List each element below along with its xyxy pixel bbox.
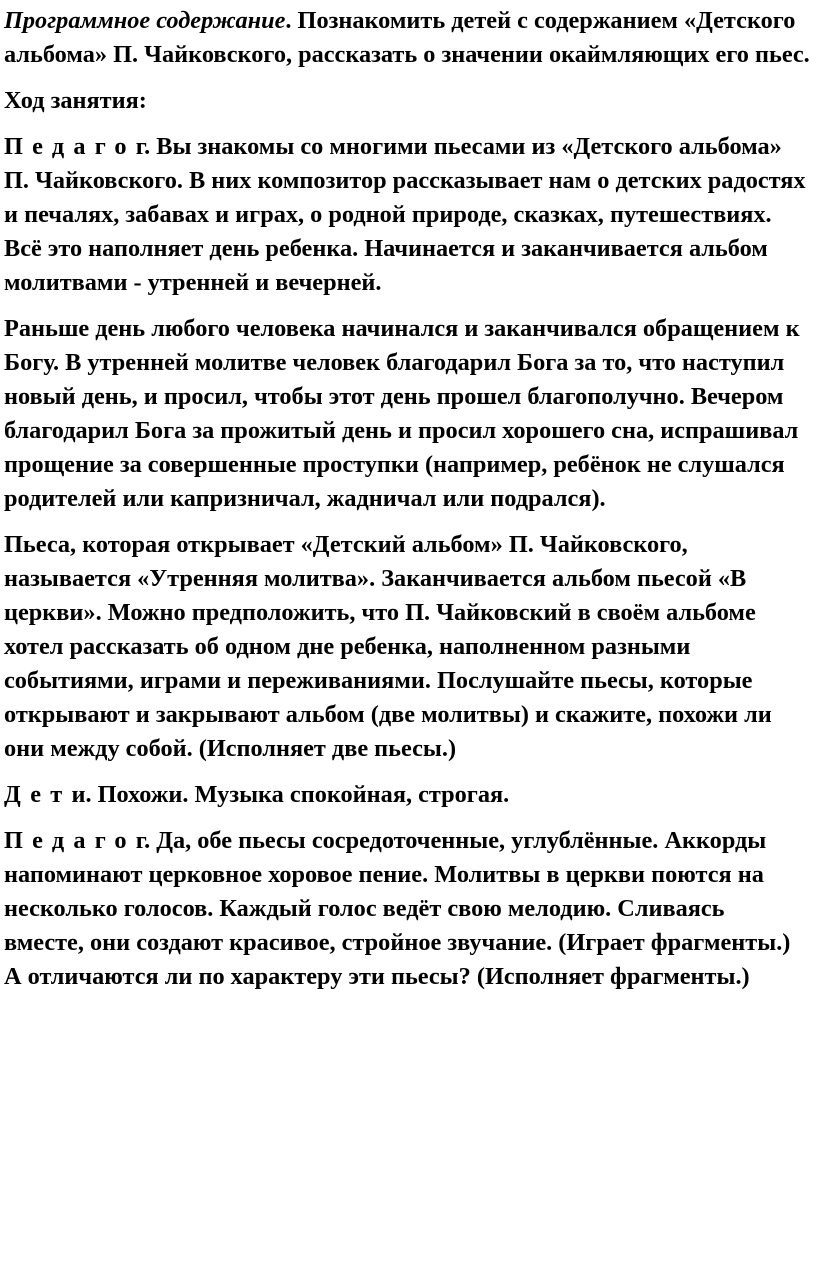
paragraph-prayer-history xyxy=(4,312,810,516)
paragraph-program-content xyxy=(4,4,810,72)
prayer-history-text: Раньше день любого человека начинался и заканчивался обращением к Богу. В утренней молитве человек благодарил Бога за то, что наступил новый день, и просил, чтобы этот день прошел благополучно. Вечером благодарил Бога за прожитый день и просил хорошего сна, испрашивал прощение за совершенные проступки (например, ребёнок не слушался родителей или капризничал, жадничал или подрался). xyxy=(4,315,800,512)
speaker-teacher-last-letter: г xyxy=(135,827,145,854)
speaker-teacher-last-letter: г xyxy=(135,133,145,160)
children-answer-text: . Похожи. Музыка спокойная, строгая. xyxy=(85,781,510,808)
program-content-label: Программное содержание xyxy=(4,7,286,34)
speaker-children-last-letter: и xyxy=(71,781,86,808)
paragraph-children-answer xyxy=(4,778,810,812)
paragraph-teacher-response xyxy=(4,824,810,994)
paragraph-album-pieces xyxy=(4,528,810,766)
album-pieces-text: Пьеса, которая открывает «Детский альбом» П. Чайковского, называется «Утренняя молитва». Заканчивается альбом пьесой «В церкви». Можно предположить, что П. Чайковский в своём альбоме хотел рассказать об одном дне ребенка, наполненном разными событиями, играми и переживаниями. Послушайте пьесы, которые открывают и закрывают альбом (две молитвы) и скажите, похожи ли они между собой. (Исполняет две пьесы.) xyxy=(4,531,772,762)
teacher-response-text: . Да, обе пьесы сосредоточенные, углублённые. Аккорды напоминают церковное хоровое пение. Молитвы в церкви поются на несколько голосов. Каждый голос ведёт свою мелодию. Сливаясь вместе, они создают красивое, стройное звучание. (Играет фрагменты.) А отличаются ли по характеру эти пьесы? (Исполняет фрагменты.) xyxy=(4,827,791,990)
speaker-children: Дет xyxy=(4,781,72,808)
speaker-teacher: Педаго xyxy=(4,133,136,160)
program-content-text: . Познакомить детей с содержанием «Детского альбома» П. Чайковского, рассказать о значении окаймляющих его пьес. xyxy=(4,7,810,68)
paragraph-lesson-heading xyxy=(4,84,810,118)
lesson-heading: Ход занятия: xyxy=(4,87,147,114)
speaker-teacher: Педаго xyxy=(4,827,136,854)
paragraph-teacher-intro xyxy=(4,130,810,300)
teacher-intro-text: . Вы знакомы со многими пьесами из «Детского альбома» П. Чайковского. В них композитор рассказывает нам о детских радостях и печалях, забавах и играх, о родной природе, сказках, путешествиях. Всё это наполняет день ребенка. Начинается и заканчивается альбом молитвами - утренней и вечерней. xyxy=(4,133,806,296)
